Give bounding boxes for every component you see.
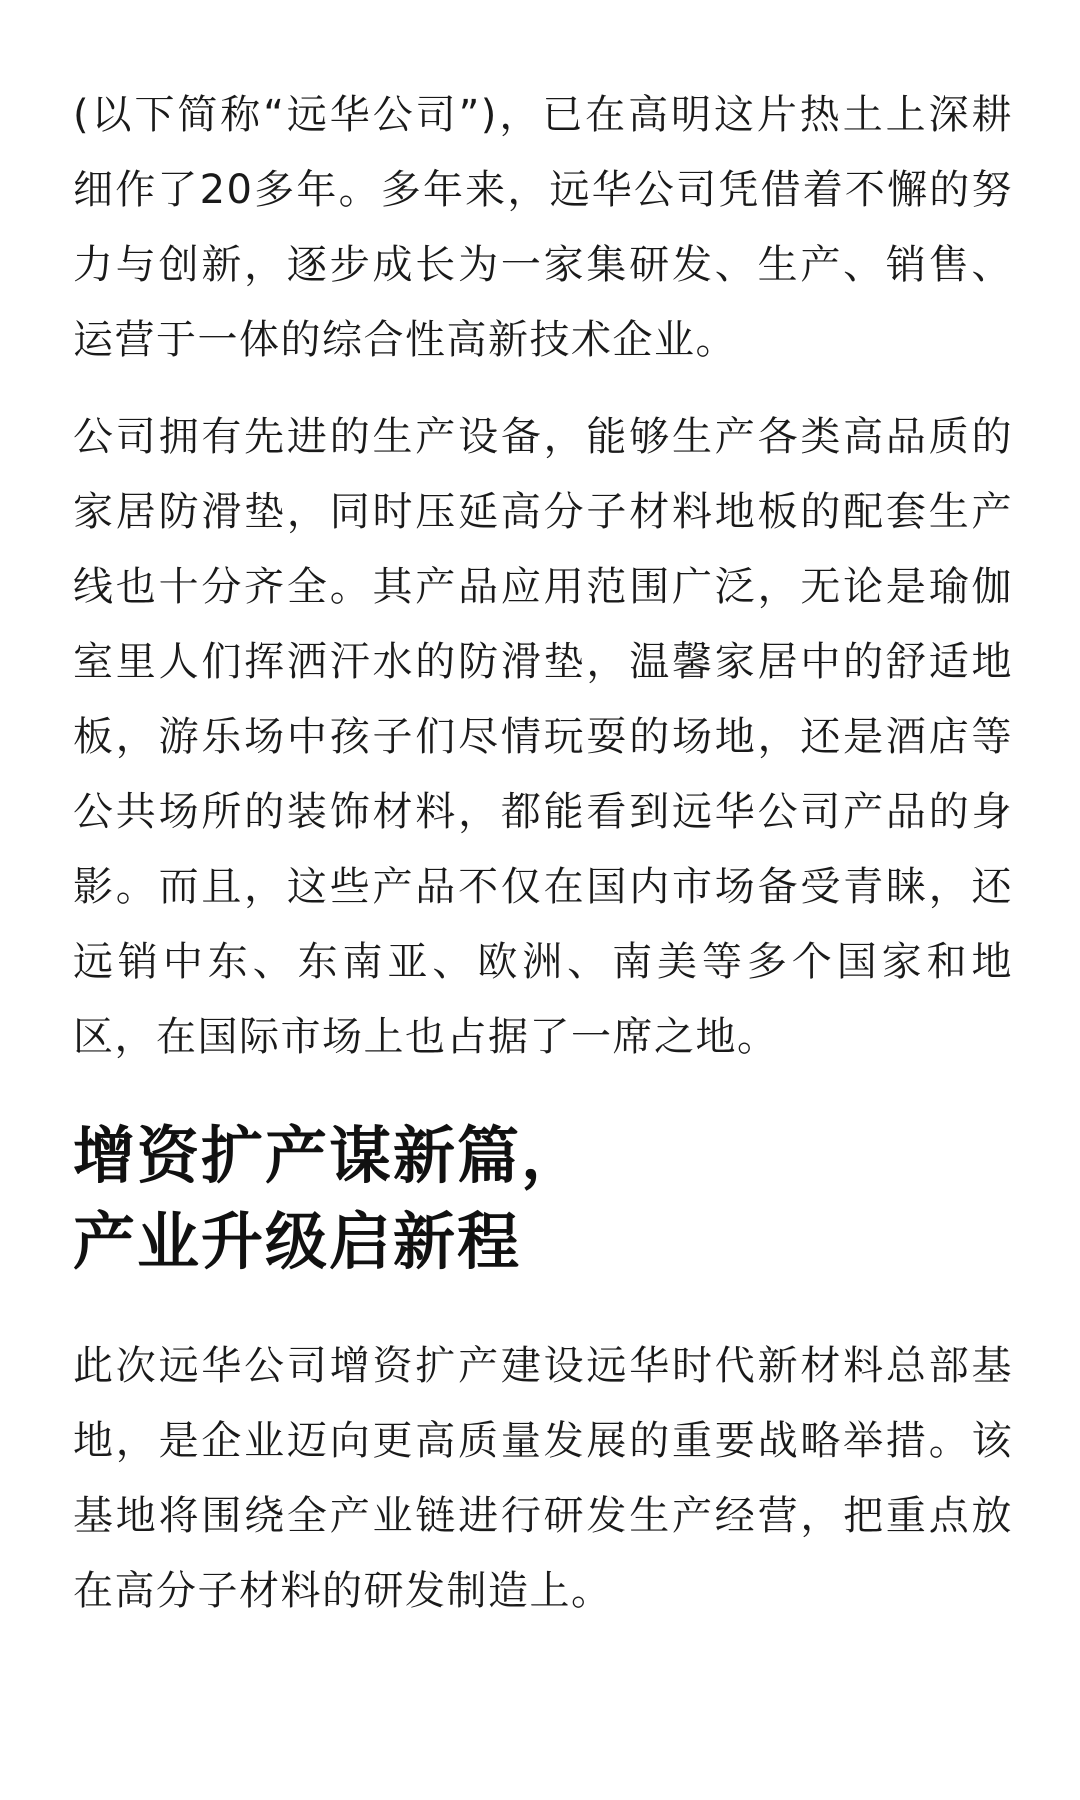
section-heading-line1: 增资扩产谋新篇， bbox=[73, 1119, 586, 1192]
paragraph-expansion: 此次远华公司增资扩产建设远华时代新材料总部基地，是企业迈向更高质量发展的重要战略举措。该基地将围绕全产业链进行研发生产经营，把重点放在高分子材料的研发制造上。 bbox=[73, 1343, 1013, 1614]
section-heading bbox=[73, 1113, 1013, 1285]
article-body bbox=[73, 78, 1013, 1629]
paragraph-company-history: (以下简称“远华公司”)，已在高明这片热土上深耕细作了20多年。多年来，远华公司凭借着不懈的努力与创新，逐步成长为一家集研发、生产、销售、运营于一体的综合性高新技术企业。 bbox=[73, 92, 1013, 363]
section-heading-line2: 产业升级启新程 bbox=[73, 1205, 522, 1278]
paragraph-products: 公司拥有先进的生产设备，能够生产各类高品质的家居防滑垫，同时压延高分子材料地板的配套生产线也十分齐全。其产品应用范围广泛，无论是瑜伽室里人们挥洒汗水的防滑垫，温馨家居中的舒适地板，游乐场中孩子们尽情玩耍的场地，还是酒店等公共场所的装饰材料，都能看到远华公司产品的身影。而且，这些产品不仅在国内市场备受青睐，还远销中东、东南亚、欧洲、南美等多个国家和地区，在国际市场上也占据了一席之地。 bbox=[73, 414, 1013, 1060]
